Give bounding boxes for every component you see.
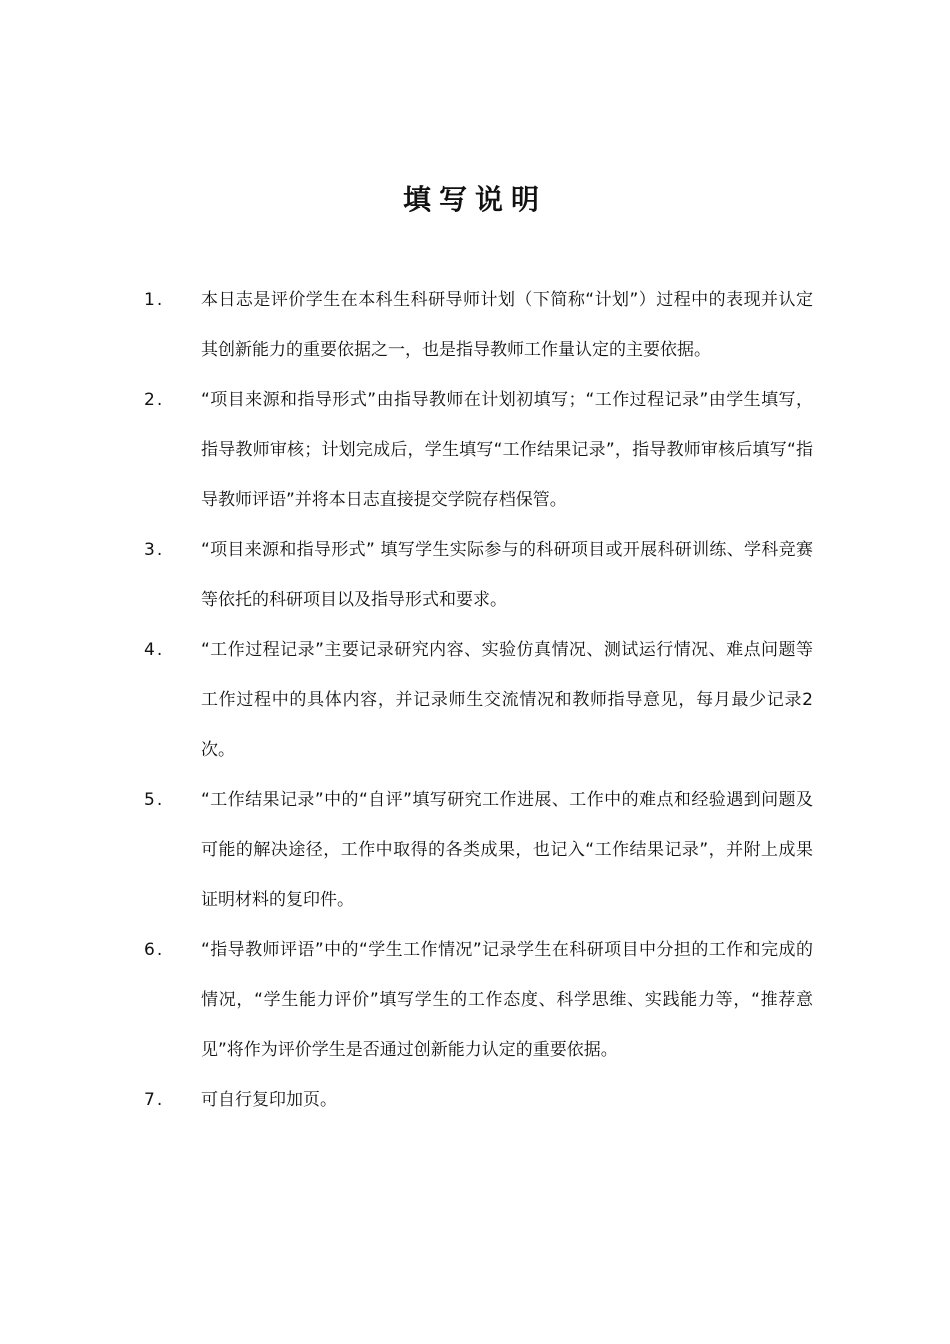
item-text: “工作结果记录”中的“自评”填写研究工作进展、工作中的难点和经验遇到问题及可能的解决途径，工作中取得的各类成果，也记入“工作结果记录”，并附上成果证明材料的复印件。 (201, 790, 813, 910)
item-number: 5. (144, 790, 165, 810)
item-number: 3. (144, 540, 165, 560)
item-number: 1. (144, 290, 165, 310)
item-text: “指导教师评语”中的“学生工作情况”记录学生在科研项目中分担的工作和完成的情况，“学生能力评价”填写学生的工作态度、科学思维、实践能力等，“推荐意见”将作为评价学生是否通过创新能力认定的重要依据。 (201, 940, 813, 1060)
list-item (0, 525, 950, 625)
item-number: 4. (144, 640, 165, 660)
page-title: 填写说明 (402, 183, 547, 216)
list-item (0, 275, 950, 375)
item-number: 7. (144, 1090, 165, 1110)
instruction-list (0, 275, 950, 1125)
item-text: “项目来源和指导形式” 填写学生实际参与的科研项目或开展科研训练、学科竞赛等依托的科研项目以及指导形式和要求。 (201, 540, 813, 610)
list-item (0, 775, 950, 925)
item-text: “项目来源和指导形式”由指导教师在计划初填写；“工作过程记录”由学生填写，指导教师审核；计划完成后，学生填写“工作结果记录”，指导教师审核后填写“指导教师评语”并将本日志直接提交学院存档保管。 (201, 390, 813, 510)
item-text: “工作过程记录”主要记录研究内容、实验仿真情况、测试运行情况、难点问题等工作过程中的具体内容，并记录师生交流情况和教师指导意见，每月最少记录2次。 (201, 640, 813, 760)
list-item (0, 1075, 950, 1125)
item-number: 6. (144, 940, 165, 960)
list-item (0, 925, 950, 1075)
item-number: 2. (144, 390, 165, 410)
list-item (0, 625, 950, 775)
list-item (0, 375, 950, 525)
item-text: 可自行复印加页。 (201, 1090, 337, 1110)
item-text: 本日志是评价学生在本科生科研导师计划（下简称“计划”）过程中的表现并认定其创新能力的重要依据之一，也是指导教师工作量认定的主要依据。 (201, 290, 813, 360)
